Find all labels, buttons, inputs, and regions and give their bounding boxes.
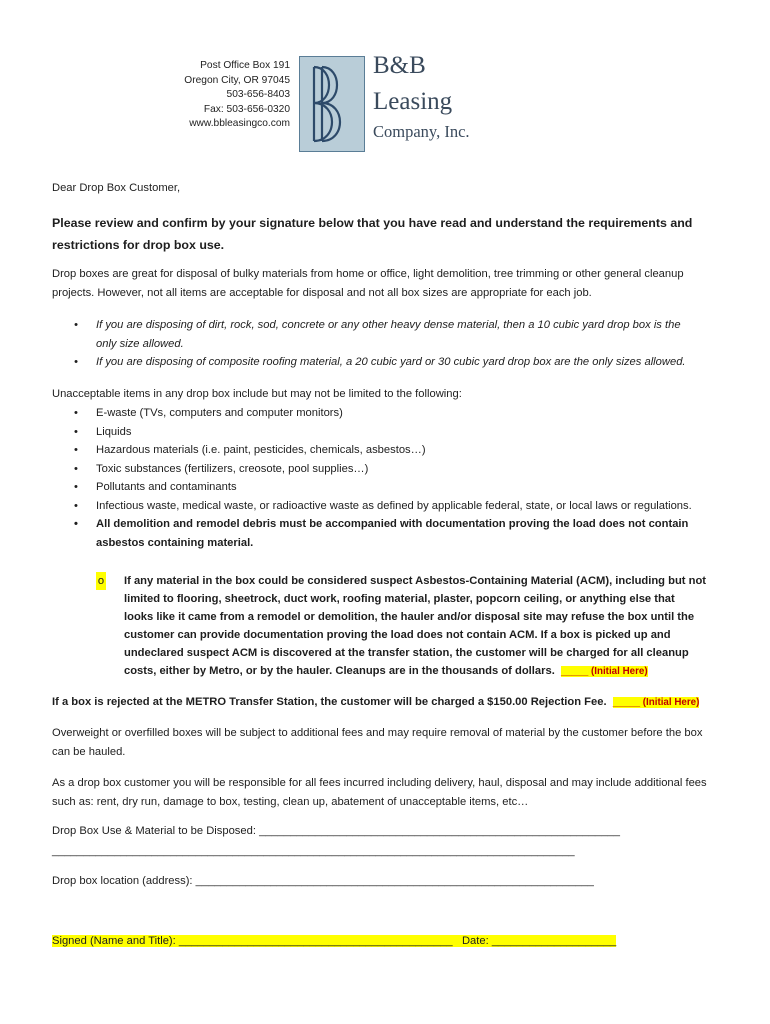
item-infectious: Infectious waste, medical waste, or radioactive waste as defined by applicable federal, state, or local laws or regulations. bbox=[96, 499, 692, 512]
bullet-icon: • bbox=[74, 481, 78, 493]
item-pollutants: Pollutants and contaminants bbox=[96, 481, 237, 493]
fees-paragraph: As a drop box customer you will be responsible for all fees incurred including delivery, haul, disposal and may include additional fees such as: rent, dry run, damage to box, testing, clean up, abatement of unacceptable items, etc… bbox=[52, 777, 707, 808]
use-material-field[interactable] bbox=[52, 825, 620, 837]
item-hazardous: Hazardous materials (i.e. paint, pesticides, chemicals, asbestos…) bbox=[96, 444, 426, 456]
use-material-label: Drop Box Use & Material to be Disposed: bbox=[52, 825, 260, 837]
list-item bbox=[52, 404, 702, 423]
rule-dense-material: If you are disposing of dirt, rock, sod, concrete or any other heavy dense material, then a 10 cubic yard drop box is the only size allowed. bbox=[96, 319, 681, 350]
address-po-box: Post Office Box 191 bbox=[200, 60, 290, 71]
date-line[interactable]: ____________________ bbox=[491, 935, 617, 947]
use-material-continuation-line[interactable]: ____________________________________________________________________________________ bbox=[52, 845, 575, 857]
overweight-paragraph: Overweight or overfilled boxes will be subject to additional fees and may require removal of material by the customer before the box can be hauled. bbox=[52, 727, 703, 758]
bullet-icon: • bbox=[74, 319, 78, 331]
bullet-icon: • bbox=[74, 499, 78, 512]
bullet-icon: • bbox=[74, 425, 78, 438]
item-toxic: Toxic substances (fertilizers, creosote, pool supplies…) bbox=[96, 462, 369, 475]
greeting: Dear Drop Box Customer, bbox=[52, 182, 181, 194]
page-heading: Please review and confirm by your signature below that you have read and understand the requirements and restrictions for drop box use. bbox=[52, 216, 693, 252]
list-item bbox=[52, 353, 702, 372]
list-item bbox=[52, 441, 702, 460]
location-label: Drop box location (address): bbox=[52, 875, 196, 887]
address-website: www.bbleasingco.com bbox=[189, 118, 290, 130]
list-item bbox=[52, 460, 702, 479]
address-fax: Fax: 503-656-0320 bbox=[203, 103, 290, 115]
acm-text: If any material in the box could be considered suspect Asbestos-Containing Material (ACM), including but not limited to flooring, sheetrock, duct work, roofing material, plaster, popcorn ceiling, or anything else that looks like it came from a remodel or demolition, the hauler and/or disposal site may refuse the box until the customer can provide documentation proving the load does not contain ACM. If a box is picked up and undeclared suspect ACM is discovered at the transfer station, the customer will be charged for all cleanup costs, either by Metro, or by the hauler. Cleanups are in the thousands of dollars. bbox=[124, 575, 707, 677]
location-field[interactable] bbox=[52, 875, 594, 887]
bullet-icon: • bbox=[74, 407, 78, 419]
signed-line[interactable]: ____________________________________________ bbox=[178, 935, 453, 947]
unacceptable-list bbox=[52, 404, 702, 552]
sub-bullet-icon: o bbox=[96, 572, 106, 590]
list-item bbox=[52, 515, 702, 552]
signature-row[interactable] bbox=[52, 935, 616, 947]
rule-roofing: If you are disposing of composite roofing material, a 20 cubic yard or 30 cubic yard drop box are the only sizes allowed. bbox=[96, 356, 686, 368]
item-ewaste: E-waste (TVs, computers and computer monitors) bbox=[96, 407, 343, 419]
size-rules-list bbox=[52, 316, 702, 372]
brand-line-1: B&B bbox=[373, 52, 426, 79]
rejection-fee bbox=[52, 693, 752, 712]
address-phone: 503-656-8403 bbox=[226, 89, 290, 101]
unacceptable-intro: Unacceptable items in any drop box include but may not be limited to the following: bbox=[52, 388, 462, 400]
date-label: Date: bbox=[461, 935, 492, 947]
list-item bbox=[52, 497, 702, 516]
list-item bbox=[52, 478, 702, 497]
letterhead-address bbox=[150, 59, 290, 132]
bullet-icon: • bbox=[74, 518, 78, 530]
list-item bbox=[52, 423, 702, 442]
bullet-icon: • bbox=[74, 462, 78, 475]
bullet-icon: • bbox=[74, 444, 78, 456]
bullet-icon: • bbox=[74, 356, 78, 368]
acm-initial-field[interactable]: _____ (Initial Here) bbox=[561, 666, 648, 677]
bb-logo-icon bbox=[299, 56, 365, 152]
item-liquids: Liquids bbox=[96, 425, 132, 438]
acm-subitem bbox=[96, 572, 706, 681]
intro-paragraph: Drop boxes are great for disposal of bulky materials from home or office, light demolition, tree trimming or other general cleanup projects. However, not all items are acceptable for disposal and not all box sizes are appropriate for each job. bbox=[52, 268, 684, 299]
list-item bbox=[52, 316, 702, 353]
brand-line-3: Company, Inc. bbox=[373, 122, 470, 141]
brand-line-2: Leasing bbox=[373, 88, 453, 115]
address-city: Oregon City, OR 97045 bbox=[184, 74, 290, 86]
rejection-initial-field[interactable]: _____ (Initial Here) bbox=[612, 697, 700, 708]
rejection-text: If a box is rejected at the METRO Transfer Station, the customer will be charged a $150.00 Rejection Fee. bbox=[52, 696, 607, 708]
location-line[interactable]: ________________________________________________________________ bbox=[195, 875, 594, 887]
item-demolition: All demolition and remodel debris must be accompanied with documentation proving the load does not contain asbestos containing material. bbox=[96, 518, 689, 549]
signed-label: Signed (Name and Title): bbox=[52, 935, 179, 947]
use-material-line[interactable]: __________________________________________________________ bbox=[259, 825, 620, 837]
